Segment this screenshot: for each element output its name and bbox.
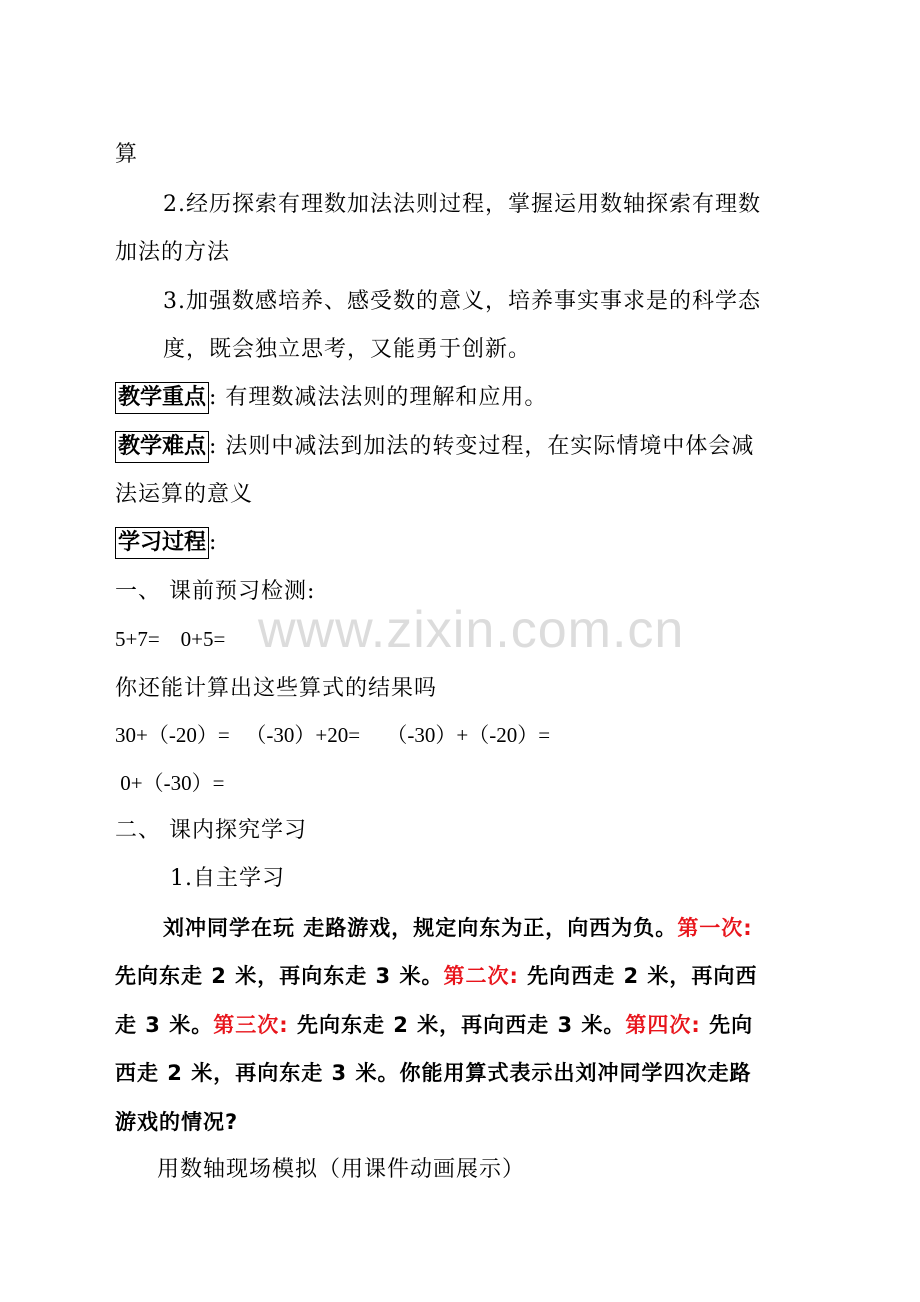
key-point-text: : 有理数减法法则的理解和应用。 xyxy=(209,385,548,410)
difficulty-text-2: 法运算的意义 xyxy=(115,482,254,507)
round-2-label: 第二次: xyxy=(443,964,519,988)
story-line-1 xyxy=(163,913,753,943)
goal-3-line-2: 度，既会独立思考，又能勇于创新。 xyxy=(163,337,532,362)
difficulty-label: 教学难点 xyxy=(115,431,209,463)
exercise-line-b: 30+（-20）= （-30）+20= （-30）+（-20）= xyxy=(115,723,551,747)
story-text: 先向东走 2 米，再向西走 3 米。 xyxy=(288,1013,626,1037)
story-text: 先向 xyxy=(700,1013,754,1037)
round-3-label: 第三次: xyxy=(213,1013,289,1037)
exercise-question: 你还能计算出这些算式的结果吗 xyxy=(115,676,438,701)
exercise-line-c: 0+（-30）= xyxy=(115,771,225,795)
key-point-label: 教学重点 xyxy=(115,382,209,414)
story-line-4: 西走 2 米，再向东走 3 米。你能用算式表示出刘冲同学四次走路 xyxy=(115,1061,752,1085)
goal-2-line-1: 2.经历探索有理数加法法则过程，掌握运用数轴探索有理数 xyxy=(163,192,761,217)
goal-3-line-1: 3.加强数感培养、感受数的意义，培养事实事求是的科学态 xyxy=(163,289,761,314)
round-1-label: 第一次: xyxy=(677,916,753,940)
section-1-title: 一、 课前预习检测: xyxy=(115,579,316,604)
watermark: www.zixin.com.cn xyxy=(258,601,685,659)
goal-continuation: 算 xyxy=(115,142,139,167)
goal-2-line-2: 加法的方法 xyxy=(115,240,231,265)
story-text: 刘冲同学在玩 走路游戏，规定向东为正，向西为负。 xyxy=(163,916,678,940)
story-text: 先向西走 2 米，再向西 xyxy=(518,964,758,988)
simulation-note: 用数轴现场模拟（用课件动画展示） xyxy=(157,1157,526,1182)
story-line-3 xyxy=(115,1010,753,1040)
difficulty-text-1: : 法则中减法到加法的转变过程，在实际情境中体会减 xyxy=(209,434,755,459)
difficulty-row xyxy=(115,431,754,463)
process-row xyxy=(115,527,217,559)
story-text: 走 3 米。 xyxy=(115,1013,214,1037)
story-text: 先向东走 2 米，再向东走 3 米。 xyxy=(115,964,444,988)
exercise-line-a: 5+7= 0+5= xyxy=(115,627,226,651)
process-colon: : xyxy=(209,530,218,555)
process-label: 学习过程 xyxy=(115,527,209,559)
story-line-2 xyxy=(115,961,757,991)
round-4-label: 第四次: xyxy=(625,1013,701,1037)
key-point-row xyxy=(115,382,547,414)
story-line-5: 游戏的情况? xyxy=(115,1110,239,1134)
section-2-sub: 1.自主学习 xyxy=(170,866,285,891)
section-2-title: 二、 课内探究学习 xyxy=(115,818,307,843)
